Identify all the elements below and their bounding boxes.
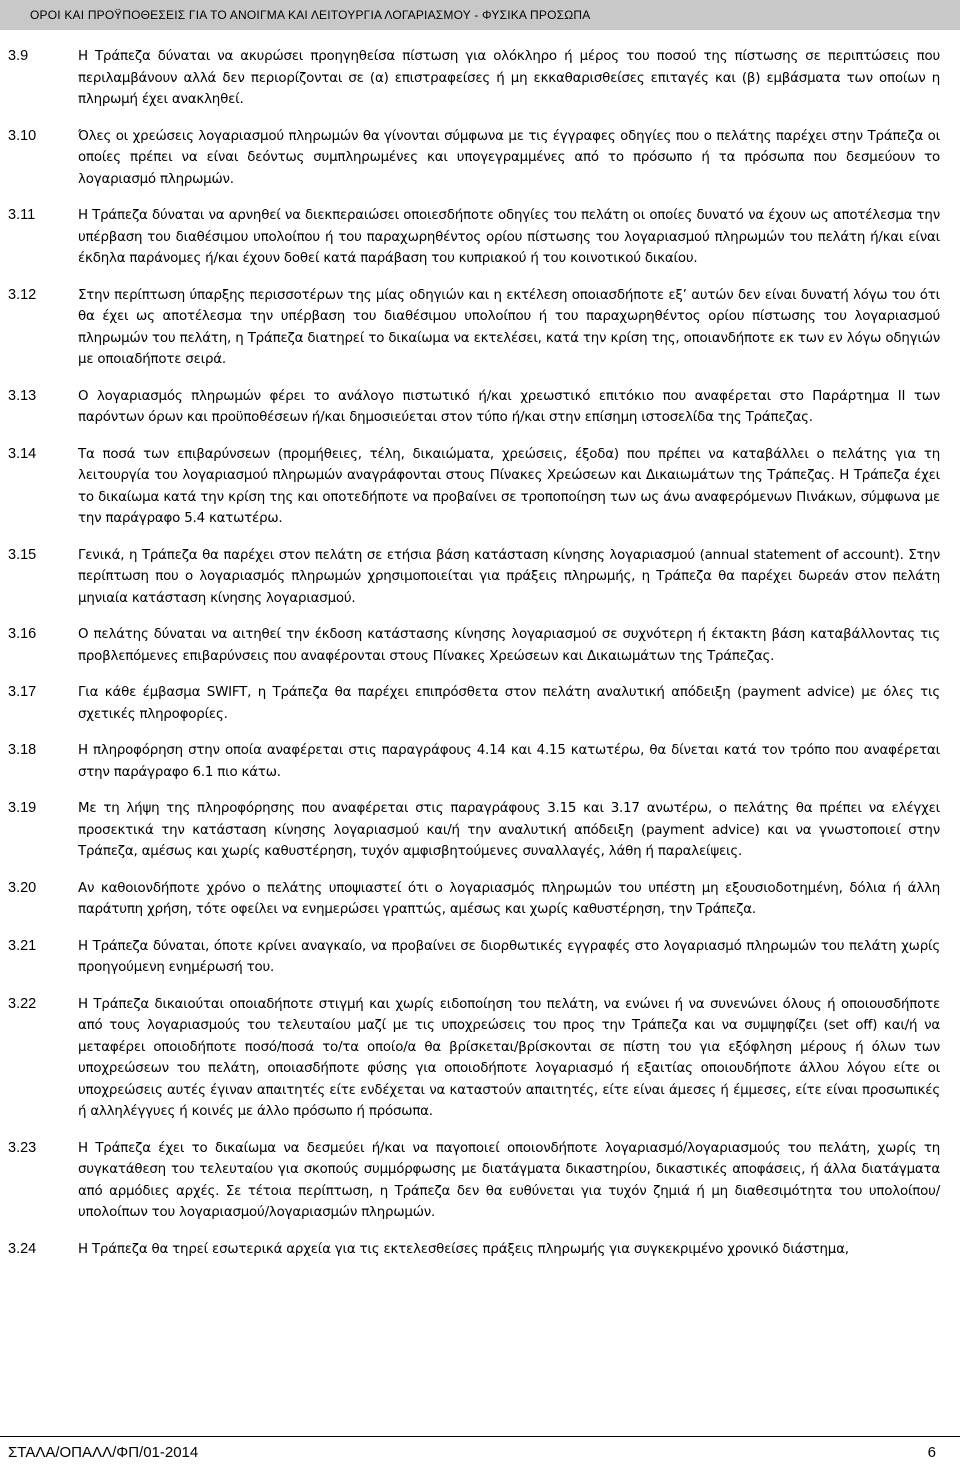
section-text: Η Τράπεζα δύναται να αρνηθεί να διεκπεραιώσει οποιεσδήποτε οδηγίες του πελάτη οι οποίες δυνατό να έχουν ως αποτέλεσμα την υπέρβαση του διαθέσιμου υπολοίπου ή του παραχωρηθέντος ορίου πίστωσης του λογαριασμού πληρωμών του πελάτη ή/και είναι έκδηλα παράνομες ή/και έχουν δοθεί κατά παράβαση του κυπριακού ή του κοινοτικού δικαίου.	[78, 208, 940, 266]
section-3-23	[8, 1138, 940, 1224]
document-body	[0, 46, 960, 1275]
section-3-20	[8, 878, 940, 921]
page-footer	[0, 1436, 960, 1468]
document-code: ΣΤΑΛΑ/ΟΠΑΛΛ/ΦΠ/01-2014	[8, 1444, 199, 1461]
section-text: Αν καθοιονδήποτε χρόνο ο πελάτης υποψιαστεί ότι ο λογαριασμός πληρωμών του υπέστη μη εξουσιοδοτημένη, δόλια ή άλλη παράτυπη χρήση, τότε οφείλει να ενημερώσει γραπτώς, αμέσως και χωρίς καθυστέρηση, την Τράπεζα.	[78, 880, 940, 917]
section-number: 3.13	[8, 387, 37, 404]
section-text: Όλες οι χρεώσεις λογαριασμού πληρωμών θα γίνονται σύμφωνα με τις έγγραφες οδηγίες που ο πελάτης παρέχει στην Τράπεζα οι οποίες πρέπει να είναι δεόντως συμπληρωμένες και υπογεγραμμένες από το πρόσωπο ή τα πρόσωπα που δεσμεύουν το λογαριασμό πληρωμών.	[78, 128, 940, 187]
section-number: 3.15	[8, 546, 37, 563]
section-3-16	[8, 624, 940, 667]
section-3-21	[8, 936, 940, 979]
section-3-11	[8, 205, 940, 270]
section-number: 3.21	[8, 937, 37, 954]
section-3-10	[8, 126, 940, 191]
section-number: 3.10	[8, 127, 37, 144]
section-text: Η Τράπεζα θα τηρεί εσωτερικά αρχεία για τις εκτελεσθείσες πράξεις πληρωμής για συγκεκριμένο χρονικό διάστημα,	[78, 1241, 849, 1257]
section-text: Η Τράπεζα έχει το δικαίωμα να δεσμεύει ή/και να παγοποιεί οποιονδήποτε λογαριασμό/λογαριασμούς του πελάτη, χωρίς τη συγκατάθεση του τελευταίου για σκοπούς συμμόρφωσης με διατάγματα δικαστηρίου, δικαστικές αποφάσεις, ή άλλα διατάγματα από αρμόδιες αρχές. Σε τέτοια περίπτωση, η Τράπεζα δεν θα ευθύνεται για τυχόν ζημιά ή μη διαθεσιμότητα του υπολοίπου/υπολοίπων του λογαριασμού/λογαριασμών πληρωμών.	[78, 1140, 940, 1220]
section-number: 3.23	[8, 1139, 37, 1156]
section-3-9	[8, 46, 940, 111]
section-number: 3.24	[8, 1240, 37, 1257]
section-text: Η Τράπεζα δύναται να ακυρώσει προηγηθείσα πίστωση για ολόκληρο ή μέρος του ποσού της πίστωσης σε περιπτώσεις που περιλαμβάνουν αλλά δεν περιορίζονται σε (α) επιστραφείσες ή μη εκκαθαρισθείσες επιταγές και (β) εμβάσματα των οποίων η πληρωμή έχει ανακληθεί.	[78, 49, 940, 107]
section-text: Η Τράπεζα δύναται, όποτε κρίνει αναγκαίο, να προβαίνει σε διορθωτικές εγγραφές στο λογαριασμό πληρωμών του πελάτη χωρίς προηγούμενη ενημέρωσή του.	[78, 938, 940, 975]
section-text: Ο λογαριασμός πληρωμών φέρει το ανάλογο πιστωτικό ή/και χρεωστικό επιτόκιο που αναφέρεται στο Παράρτημα ΙΙ των παρόντων όρων και προϋποθέσεων ή/και δημοσιεύεται στον τύπο ή/και στην επίσημη ιστοσελίδα της Τράπεζας.	[78, 388, 940, 425]
section-number: 3.16	[8, 626, 37, 642]
section-3-12	[8, 285, 940, 371]
section-text: Η πληροφόρηση στην οποία αναφέρεται στις παραγράφους 4.14 και 4.15 κατωτέρω, θα δίνεται κατά τον τρόπο που αναφέρεται στην παράγραφο 6.1 πιο κάτω.	[78, 743, 940, 780]
section-3-22	[8, 994, 940, 1123]
section-text: Γενικά, η Τράπεζα θα παρέχει στον πελάτη σε ετήσια βάση κατάσταση κίνησης λογαριασμού (annual statement of account). Στην περίπτωση που ο λογαριασμός πληρωμών χρησιμοποιείται για πράξεις πληρωμής, η Τράπεζα θα παρέχει δωρεάν στον πελάτη μηνιαία κατάσταση κίνησης λογαριασμού.	[78, 547, 940, 606]
section-3-24	[8, 1239, 940, 1261]
section-text: Η Τράπεζα δικαιούται οποιαδήποτε στιγμή και χωρίς ειδοποίηση του πελάτη, να ενώνει ή να συνενώνει όλους ή οποιουσδήποτε από τους λογαριασμούς του τελευταίου μαζί με τις υποχρεώσεις του προς την Τράπεζα και να συμψηφίζει (set off) και/ή να μεταφέρει οποιοδήποτε ποσό/ποσά το/τα οποίο/α θα βρίσκεται/βρίσκονται σε πίστη του για εξόφληση μέρους ή όλων των υποχρεώσεων του πελάτη, οποιασδήποτε φύσης για οποιοδήποτε λογαριασμό ή εξαιτίας οποιουδήποτε άλλου λόγου είτε οι υποχρεώσεις αυτές έγιναν απαιτητές είτε ενδέχεται να καταστούν απαιτητές, είτε είναι άμεσες ή έμμεσες, είτε είναι προσωπικές ή αλληλέγγυες ή κοινές με άλλο πρόσωπο ή πρόσωπα.	[78, 996, 940, 1119]
header-title: ΟΡΟΙ ΚΑΙ ΠΡΟΫΠΟΘΕΣΕΙΣ ΓΙΑ ΤΟ ΑΝΟΙΓΜΑ ΚΑΙ ΛΕΙΤΟΥΡΓΙΑ ΛΟΓΑΡΙΑΣΜΟΥ - ΦΥΣΙΚΑ ΠΡΟΣΩΠΑ	[30, 8, 591, 22]
section-3-18	[8, 740, 940, 783]
page-header	[0, 0, 960, 30]
section-text: Με τη λήψη της πληροφόρησης που αναφέρεται στις παραγράφους 3.15 και 3.17 ανωτέρω, ο πελάτης θα πρέπει να ελέγχει προσεκτικά την κατάσταση κίνησης λογαριασμού και/ή την αναλυτική απόδειξη (payment advice) και να γνωστοποιεί στην Τράπεζα, αμέσως και χωρίς καθυστέρηση, τυχόν αμφισβητούμενες συναλλαγές, λάθη ή παραλείψεις.	[78, 801, 940, 859]
section-number: 3.9	[8, 48, 29, 64]
section-number: 3.11	[8, 207, 36, 223]
section-text: Ο πελάτης δύναται να αιτηθεί την έκδοση κατάστασης κίνησης λογαριασμού σε συχνότερη ή έκτακτη βάση καταβάλλοντας τις προβλεπόμενες επιβαρύνσεις που αναφέρονται στους Πίνακες Χρεώσεων και Δικαιωμάτων της Τράπεζας.	[78, 627, 940, 664]
section-number: 3.20	[8, 879, 37, 896]
section-number: 3.19	[8, 800, 37, 816]
section-number: 3.14	[8, 445, 37, 462]
section-number: 3.17	[8, 684, 37, 700]
section-text: Τα ποσά των επιβαρύνσεων (προμήθειες, τέλη, δικαιώματα, χρεώσεις, έξοδα) που πρέπει να καταβάλλει ο πελάτης για τη λειτουργία του λογαριασμού πληρωμών αναγράφονται στους Πίνακες Χρεώσεων και Δικαιωμάτων της Τράπεζας. Η Τράπεζα έχει το δικαίωμα κατά την κρίση της και οποτεδήποτε να προβαίνει σε τροποποίηση των ως άνω αναφερόμενων Πινάκων, σύμφωνα με την παράγραφο 5.4 κατωτέρω.	[78, 446, 940, 526]
section-text: Για κάθε έμβασμα SWIFT, η Τράπεζα θα παρέχει επιπρόσθετα στον πελάτη αναλυτική απόδειξη (payment advice) με όλες τις σχετικές πληροφορίες.	[78, 685, 940, 722]
page-number: 6	[927, 1444, 936, 1461]
section-3-14	[8, 444, 940, 530]
section-3-15	[8, 545, 940, 610]
section-number: 3.18	[8, 742, 37, 758]
section-3-13	[8, 386, 940, 429]
section-3-17	[8, 682, 940, 725]
section-number: 3.22	[8, 995, 37, 1012]
section-number: 3.12	[8, 286, 37, 303]
section-3-19	[8, 798, 940, 863]
section-text: Στην περίπτωση ύπαρξης περισσοτέρων της μίας οδηγιών και η εκτέλεση οποιασδήποτε εξ’ αυτών δεν είναι δυνατή λόγω του ότι θα έχει ως αποτέλεσμα την υπέρβαση του διαθέσιμου υπολοίπου ή του παραχωρηθέντος ορίου πίστωσης του λογαριασμού πληρωμών του πελάτη, η Τράπεζα διατηρεί το δικαίωμα να εκτελέσει, κατά την κρίση της, οποιανδήποτε εκ των εν λόγω οδηγιών με οποιαδήποτε σειρά.	[78, 287, 940, 367]
